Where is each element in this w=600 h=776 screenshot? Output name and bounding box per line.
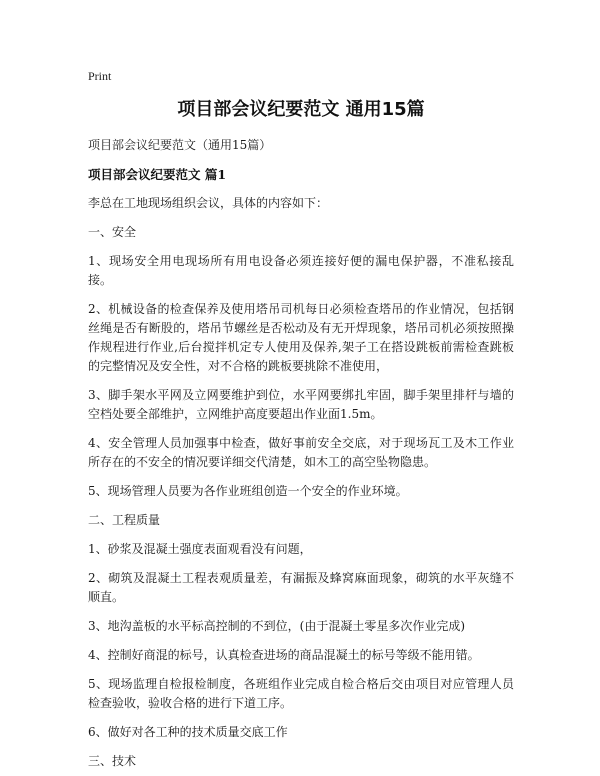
paragraph-safety-1: 1、现场安全用电现场所有用电设备必须连接好便的漏电保护器，不准私接乱接。 bbox=[88, 254, 514, 287]
paragraph-safety-4: 4、安全管理人员加强事中检查，做好事前安全交底，对于现场瓦工及木工作业所存在的不安全的情况要详细交代清楚，如木工的高空坠物隐患。 bbox=[88, 436, 514, 469]
paragraph-intro: 李总在工地现场组织会议，具体的内容如下： bbox=[88, 196, 329, 210]
heading-safety: 一、安全 bbox=[88, 225, 137, 239]
print-link[interactable]: Print bbox=[88, 69, 112, 83]
heading-technology: 三、技术 bbox=[88, 754, 137, 768]
document-subtitle: 项目部会议纪要范文（通用15篇） bbox=[88, 138, 272, 152]
paragraph-quality-3: 3、地沟盖板的水平标高控制的不到位，(由于混凝土零星多次作业完成) bbox=[88, 619, 466, 633]
document-title: 项目部会议纪要范文 通用15篇 bbox=[177, 99, 425, 120]
heading-quality: 二、工程质量 bbox=[88, 513, 161, 527]
paragraph-safety-5: 5、现场管理人员要为各作业班组创造一个安全的作业环境。 bbox=[88, 484, 408, 498]
paragraph-quality-1: 1、砂浆及混凝土强度表面观看没有问题， bbox=[88, 542, 312, 556]
paragraph-quality-5: 5、现场监理自检报检制度，各班组作业完成自检合格后交由项目对应管理人员检查验收，验收合格的进行下道工序。 bbox=[88, 677, 514, 710]
paragraph-quality-6: 6、做好对各工种的技术质量交底工作 bbox=[88, 725, 288, 739]
paragraph-quality-2: 2、砌筑及混凝土工程表观质量差，有漏振及蜂窝麻面现象，砌筑的水平灰缝不顺直。 bbox=[88, 571, 514, 604]
paragraph-safety-3: 3、脚手架水平网及立网要维护到位，水平网要绑扎牢固，脚手架里排杆与墙的空档处要全部维护，立网维护高度要超出作业面1.5m。 bbox=[88, 388, 514, 421]
paragraph-safety-2: 2、机械设备的检查保养及使用塔吊司机每日必须检查塔吊的作业情况，包括钢丝绳是否有断股的，塔吊节螺丝是否松动及有无开焊现象，塔吊司机必须按照操作规程进行作业,后台搅拌机定专人使用及保养,架子工在搭设跳板前需检查跳板的完整情况及安全性，对不合格的跳板要挑除不准使用， bbox=[88, 302, 514, 373]
section-heading: 项目部会议纪要范文 篇1 bbox=[88, 167, 227, 182]
paragraph-quality-4: 4、控制好商混的标号，认真检查进场的商品混凝土的标号等级不能用错。 bbox=[88, 648, 480, 662]
